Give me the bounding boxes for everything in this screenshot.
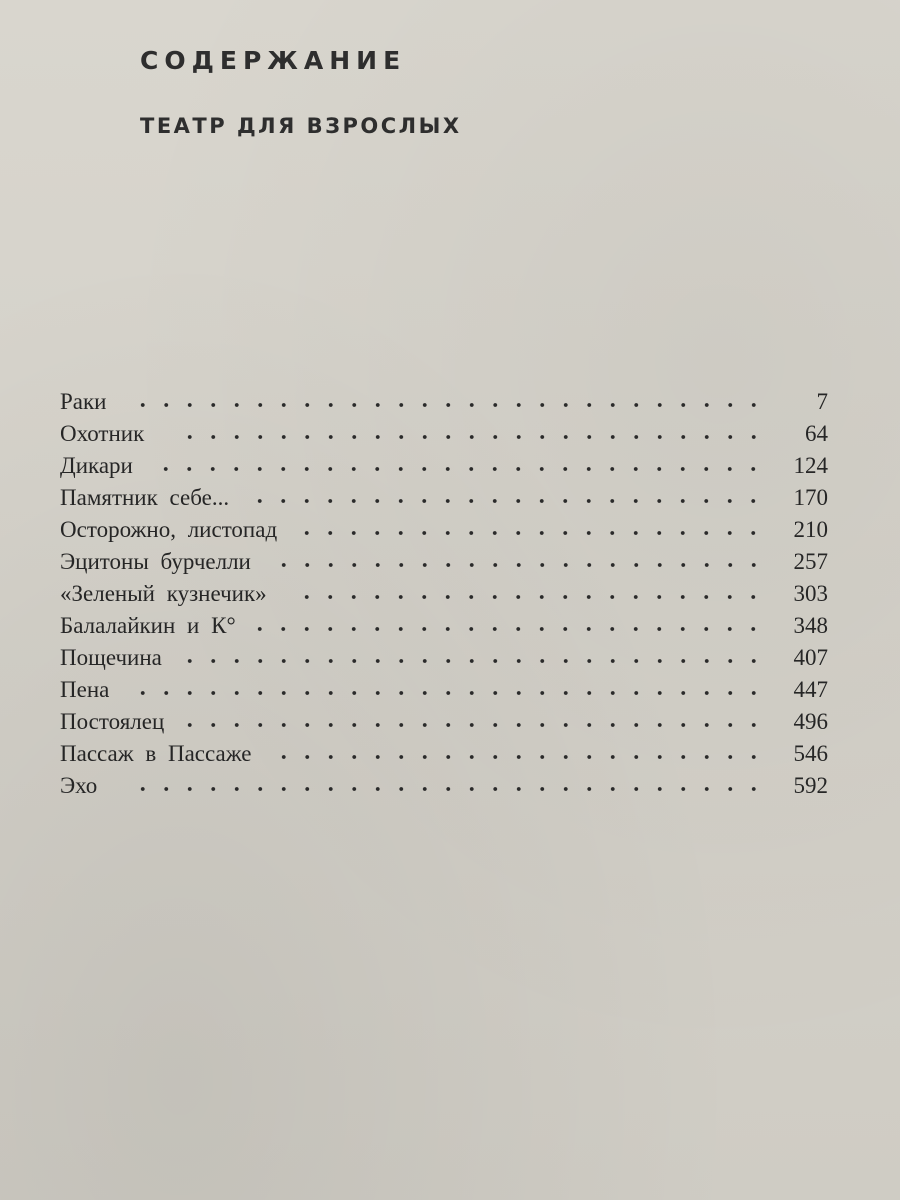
toc-entry-page: 407 (793, 645, 828, 670)
toc-entry-page: 257 (793, 549, 828, 574)
toc-entry (60, 610, 828, 642)
toc-entry-page: 210 (793, 517, 828, 542)
toc-entry-title: Памятник себе... (60, 485, 230, 510)
dot-leader (248, 610, 768, 642)
dot-leader (272, 546, 769, 578)
toc-entry-title: «Зеленый кузнечик» (60, 581, 267, 606)
toc-entry-page: 170 (793, 485, 828, 510)
dot-leader (131, 386, 769, 418)
dot-leader (178, 418, 769, 450)
toc-entry-title: Пассаж в Пассаже (60, 741, 252, 766)
toc-entry-title: Осторожно, листопад (60, 517, 278, 542)
toc-entry-page: 64 (805, 421, 828, 446)
dot-leader (131, 674, 769, 706)
toc-entry-title: Пощечина (60, 645, 162, 670)
toc-entry (60, 386, 828, 418)
toc-entry-page: 303 (793, 581, 828, 606)
toc-entry (60, 578, 828, 610)
dot-leader (178, 706, 769, 738)
toc-entry (60, 674, 828, 706)
toc-entry (60, 706, 828, 738)
dot-leader (295, 578, 768, 610)
toc-entry-title: Балалайкин и К° (60, 613, 236, 638)
toc-entry-title: Раки (60, 389, 107, 414)
toc-entry-page: 348 (793, 613, 828, 638)
toc-entry (60, 450, 828, 482)
toc-entry-page: 592 (793, 773, 828, 798)
toc-entry-page: 124 (793, 453, 828, 478)
toc-entry-page: 496 (793, 709, 828, 734)
dot-leader (272, 738, 769, 770)
toc-entry-title: Пена (60, 677, 110, 702)
dot-leader (178, 642, 769, 674)
page-title: СОДЕРЖАНИЕ (140, 46, 407, 75)
toc-entry (60, 514, 828, 546)
toc-entry (60, 642, 828, 674)
dot-leader (248, 482, 768, 514)
dot-leader (154, 450, 768, 482)
table-of-contents (60, 386, 828, 802)
toc-entry (60, 738, 828, 770)
toc-entry-title: Дикари (60, 453, 133, 478)
toc-entry (60, 418, 828, 450)
toc-entry-title: Охотник (60, 421, 145, 446)
toc-entry (60, 546, 828, 578)
dot-leader (295, 514, 768, 546)
toc-entry-title: Эцитоны бурчелли (60, 549, 251, 574)
toc-entry-page: 447 (793, 677, 828, 702)
toc-entry-title: Эхо (60, 773, 98, 798)
toc-entry (60, 770, 828, 802)
section-heading: ТЕАТР ДЛЯ ВЗРОСЛЫХ (140, 114, 462, 138)
toc-entry-page: 7 (816, 389, 828, 414)
toc-entry-title: Постоялец (60, 709, 165, 734)
dot-leader (131, 770, 769, 802)
toc-entry (60, 482, 828, 514)
toc-entry-page: 546 (793, 741, 828, 766)
